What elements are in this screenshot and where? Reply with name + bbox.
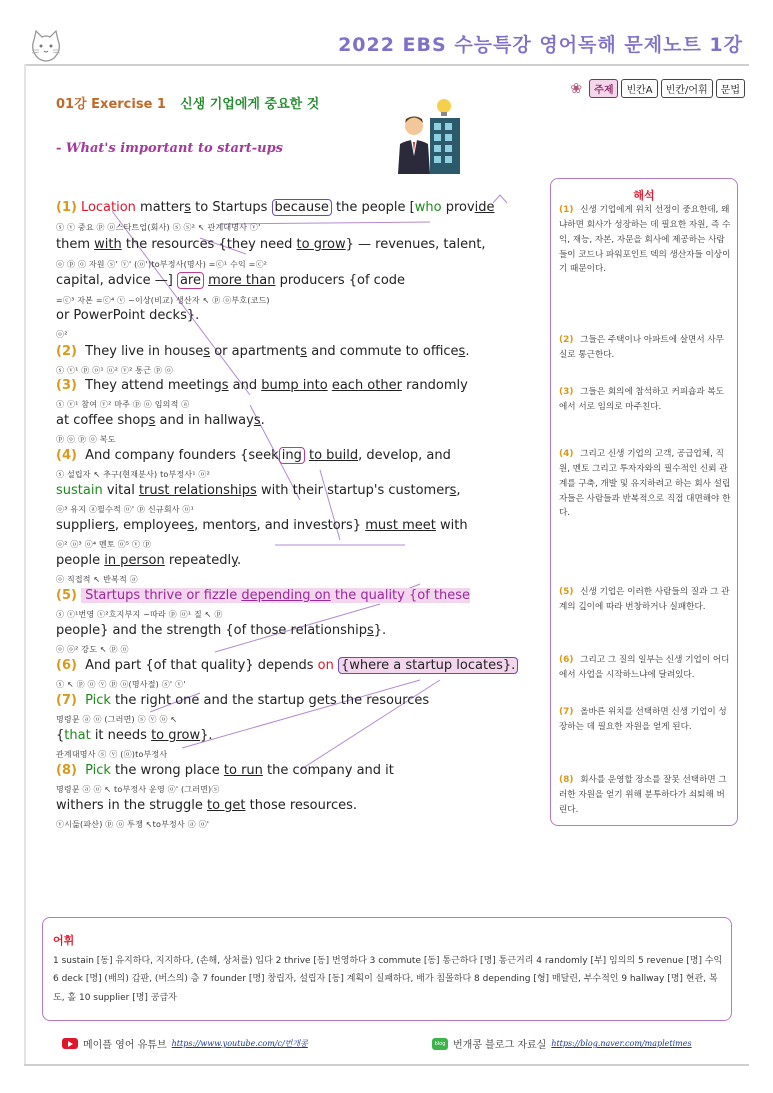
youtube-label: 메이플 영어 유튜브 — [83, 1040, 167, 1051]
grammar-notes-17: 명령문 ⓐ ⓞ ↖ to부정사 운영 ⓞ' (그러면)ⓢ — [56, 785, 220, 794]
sentence-number: (6) — [559, 655, 574, 665]
sentence-number: (2) — [56, 344, 77, 359]
text-span: supplier — [56, 518, 109, 533]
text-span: And part {of that quality} depends — [80, 658, 318, 673]
text-span: to grow — [296, 237, 346, 252]
word-location: Location — [80, 200, 136, 215]
grammar-notes-3: =ⓒ³ 자본 =ⓒ⁴ ⓥ ~이상(비교) 생산자 ↖ ⓟ ⓞ부호(코드) — [56, 296, 270, 305]
text-span: repeatedl — [164, 553, 232, 568]
sentence-number: (5) — [559, 587, 574, 597]
grammar-notes-4: ⓞ² — [56, 330, 68, 339]
translation-1 — [559, 203, 731, 277]
text-span: s — [203, 344, 211, 359]
passage-line-3 — [56, 273, 405, 288]
passage-line-4 — [56, 308, 199, 323]
section-topic: 신생 기업에게 중요한 것 — [180, 97, 320, 112]
text-span: on — [317, 658, 334, 673]
passage-line-11 — [56, 553, 241, 568]
passage-line-15 — [56, 693, 429, 708]
text-span: in the struggle — [103, 798, 207, 813]
tag-blank-a[interactable]: 빈칸A — [621, 79, 657, 98]
word-ing: ing — [279, 447, 305, 464]
translation-text: 그들은 주택이나 아파트에 살면서 사무실로 통근한다. — [559, 335, 724, 361]
text-span: more than — [208, 273, 276, 288]
text-span: and — [228, 378, 262, 393]
sentence-number: (6) — [56, 658, 77, 673]
translation-5 — [559, 585, 731, 615]
passage-line-6 — [56, 378, 468, 393]
text-span: They live in house — [80, 344, 204, 359]
text-span: s — [249, 518, 257, 533]
paw-icon: ❀ — [570, 80, 583, 97]
translation-text: 회사를 운영할 장소를 잘못 선택하면 그러한 자원을 얻기 위해 분투하다가 쇠퇴해 버린다. — [559, 775, 727, 815]
text-span: Startups thrive or fizzle — [80, 588, 242, 603]
vocabulary-box — [42, 917, 732, 1021]
grammar-notes-8: ⓢ 설립자 ↖ 추구(현재분사) to부정사¹ ⓞ² — [56, 470, 211, 479]
passage-line-12 — [56, 588, 470, 603]
word-are: are — [177, 272, 204, 289]
text-span: people} and the strength {of those relationship — [56, 623, 367, 638]
translation-4 — [559, 447, 731, 521]
sentence-number: (3) — [559, 387, 574, 397]
text-span: Pick — [80, 763, 111, 778]
text-span: to build — [308, 448, 359, 463]
text-span: And company founders {seek — [80, 448, 279, 463]
text-span: s — [187, 518, 195, 533]
text-span: them — [56, 237, 95, 252]
grammar-notes-6: ⓢ ⓥ¹ 참여 ⓥ² 마주 ⓟ ⓞ 임의적 ⓐ — [56, 400, 190, 409]
text-span: s — [108, 518, 115, 533]
passage-line-13 — [56, 623, 386, 638]
translation-3 — [559, 385, 731, 415]
text-span: the company and it — [262, 763, 394, 778]
text-span: the people [ — [331, 200, 415, 215]
text-span: , employee — [114, 518, 188, 533]
text-span: those resources. — [245, 798, 357, 813]
text-span: and in hallway — [155, 413, 254, 428]
text-span: s — [148, 413, 156, 428]
businessman-building-icon — [394, 96, 464, 176]
blog-link[interactable]: https://blog.naver.com/mapletimes — [551, 1039, 692, 1048]
translation-2 — [559, 333, 731, 363]
youtube-link[interactable]: https://www.youtube.com/c/번개콩 — [171, 1039, 308, 1048]
text-span: { — [56, 728, 65, 743]
text-span: s — [449, 483, 457, 498]
text-span: it needs — [90, 728, 152, 743]
footer-blog — [432, 1036, 692, 1051]
sentence-number: (2) — [559, 335, 574, 345]
text-span: capital, advice —] — [56, 273, 177, 288]
grammar-notes-7: ⓟ ⓞ ⓟ ⓞ 복도 — [56, 435, 116, 444]
grammar-notes-16: 관계대명사 ⓢ ⓥ (ⓞ)to부정사 — [56, 750, 168, 759]
header-title: 2022 EBS 수능특강 영어독해 문제노트 1강 — [338, 34, 743, 56]
translation-text: 신생 기업에게 위치 선정이 중요한데, 왜냐하면 회사가 성장하는 데 필요한 자원, 즉 수익, 재능, 자본, 자문을 회사에 제공하는 사람들이 코드나 파워포인트 덱의 생산자들 이상이기 때문이다. — [559, 205, 731, 275]
translation-6 — [559, 653, 731, 683]
text-span: , and investors} — [256, 518, 366, 533]
text-span: randomly — [401, 378, 468, 393]
text-span: . — [236, 553, 242, 568]
passage-line-9 — [56, 483, 460, 498]
text-span: prov — [441, 200, 475, 215]
text-span: at coffee shop — [56, 413, 149, 428]
text-span: s — [300, 344, 308, 359]
section-title — [56, 93, 319, 112]
text-span: , develop, and — [358, 448, 451, 463]
passage-line-18 — [56, 798, 357, 813]
passage-line-16 — [56, 728, 213, 743]
sentence-number: (7) — [559, 707, 574, 717]
cat-logo-icon — [28, 28, 64, 66]
text-span: s — [221, 378, 229, 393]
text-span: to grow — [151, 728, 201, 743]
word-depending-on: depending on — [241, 588, 331, 603]
text-span: people — [56, 553, 105, 568]
text-span: }. — [200, 728, 213, 743]
text-span: ide — [474, 200, 495, 215]
text-span: the quality {of these — [330, 588, 471, 603]
tag-row — [570, 79, 745, 98]
word-because: because — [272, 199, 332, 216]
word-who: who — [414, 200, 442, 215]
blog-label: 번개콩 블로그 자료실 — [453, 1040, 547, 1051]
translation-8 — [559, 773, 731, 818]
grammar-notes-14: ⓢ ↖ ⓟ ⓞ ⓥ ⓟ ⓞ(명사절) ⓢ' ⓥ' — [56, 680, 186, 689]
text-span: with — [435, 518, 468, 533]
passage-line-17 — [56, 763, 394, 778]
grammar-notes-9: ⓞ³ 유지 ⓐ필수적 ⓞ' ⓟ 신규회사 ⓞ¹ — [56, 505, 195, 514]
grammar-notes-11: ⓞ 직접적 ↖ 반복적 ⓐ — [56, 575, 138, 584]
translation-text: 그들은 회의에 참석하고 커피숍과 복도에서 서로 임의로 마주친다. — [559, 387, 724, 413]
text-span: , mentor — [194, 518, 250, 533]
sentence-number: (1) — [56, 200, 77, 215]
text-span: with their startup's customer — [256, 483, 450, 498]
translation-text: 신생 기업은 이러한 사람들의 질과 그 관계의 깊이에 따라 번창하거나 실패한다. — [559, 587, 730, 613]
text-span: , — [456, 483, 461, 498]
text-span: producers {of code — [275, 273, 406, 288]
text-span: s — [458, 344, 466, 359]
section-number: 01강 Exercise 1 — [56, 97, 166, 112]
sentence-number: (8) — [559, 775, 574, 785]
grammar-notes-13: ⓞ ⓞ² 강도 ↖ ⓟ ⓞ — [56, 645, 129, 654]
text-span: or apartment — [210, 344, 301, 359]
grammar-notes-1: ⓢ ⓥ 중요 ⓟ ⓞ스타트업(회사) ⓢ ⓢ² ↖ 관계대명사 ⓥ' — [56, 223, 261, 232]
sentence-number: (4) — [559, 449, 574, 459]
grammar-notes-2: ⓞ ⓟ ⓞ 자원 ⓢ' ⓥ' (ⓞ')to부정사(명사) =ⓒ¹ 수익 =ⓒ² — [56, 260, 268, 269]
text-span: Pick — [80, 693, 111, 708]
translation-panel — [550, 178, 738, 826]
passage-line-8 — [56, 448, 451, 463]
text-span: }. — [373, 623, 387, 638]
text-span: s — [253, 413, 261, 428]
left-margin-line — [24, 64, 26, 1064]
text-span: trust relationships — [138, 483, 257, 498]
text-span: withers — [56, 798, 104, 813]
text-span: . — [465, 344, 470, 359]
translation-text: 올바른 위치를 선택하면 신생 기업이 성장하는 데 필요한 자원을 얻게 된다. — [559, 707, 727, 733]
text-span: the resources {they need — [121, 237, 297, 252]
translation-title: 해석 — [633, 189, 655, 202]
text-span: They attend meeting — [80, 378, 222, 393]
sentence-number: (5) — [56, 588, 77, 603]
text-span: with — [94, 237, 122, 252]
text-span: or PowerPoint decks}. — [56, 308, 200, 323]
vocabulary-title: 어휘 — [53, 934, 75, 947]
section-subtitle: - What's important to start-ups — [56, 141, 283, 156]
text-span: in person — [104, 553, 165, 568]
tag-blank-vocab[interactable]: 빈칸/어휘 — [661, 79, 713, 98]
grammar-notes-12: ⓢ ⓥ¹번영 ⓥ²흐지부지 ~따라 ⓟ ⓞ¹ 질 ↖ ⓟ — [56, 610, 223, 619]
where-clause: {where a startup locates}. — [338, 657, 518, 674]
text-span: and commute to office — [307, 344, 459, 359]
text-span: the right one and the startup gets the resources — [110, 693, 430, 708]
text-span: s — [366, 623, 374, 638]
arrow-head — [493, 195, 507, 203]
sentence-number: (4) — [56, 448, 77, 463]
sentence-number: (7) — [56, 693, 77, 708]
sentence-number: (3) — [56, 378, 77, 393]
translation-7 — [559, 705, 731, 735]
tag-grammar[interactable]: 문법 — [716, 79, 745, 98]
sentence-number: (1) — [559, 205, 574, 215]
text-span: vital — [102, 483, 139, 498]
passage-line-1 — [56, 200, 495, 215]
text-span: to run — [223, 763, 263, 778]
vocabulary-list: 1 sustain [동] 유지하다, 지지하다, (손해, 상처를) 입다 2 thrive [동] 번영하다 3 commute [동] 통근하다 [명] 통근거리 4 randomly [부] 임의의 5 revenue [명] 수익 6 deck [명] (배의) 갑판, (버스의) 층 7 founder [명] 창립자, 설립자 [동] 계획이 실패하다, 배가 침몰하다 8 depending [형] 매달린, 부수적인 9 hallway [명] 현관, 복도, 홀 10 supplier [명] 공급자 — [53, 956, 723, 1003]
text-span: the wrong place — [110, 763, 224, 778]
sentence-number: (8) — [56, 763, 77, 778]
passage-line-7 — [56, 413, 265, 428]
passage-line-14 — [56, 658, 518, 673]
passage-line-2 — [56, 237, 486, 252]
passage-line-5 — [56, 344, 469, 359]
passage-line-10 — [56, 518, 468, 533]
top-divider — [24, 64, 749, 66]
grammar-notes-15: 명령문 ⓐ ⓞ (그러면) ⓢ ⓥ ⓞ ↖ — [56, 715, 178, 724]
blog-icon: blog — [432, 1038, 448, 1050]
grammar-notes-10: ⓞ² ⓞ³ ⓞ⁴ 멘토 ⓞ⁵ ⓥ ⓟ — [56, 540, 152, 549]
text-span: matter — [135, 200, 185, 215]
youtube-icon — [62, 1038, 78, 1049]
tag-topic[interactable]: 주제 — [589, 79, 618, 98]
text-span: to Startups — [191, 200, 272, 215]
grammar-notes-5: ⓢ ⓥ¹ ⓟ ⓞ¹ ⓞ² ⓥ² 통근 ⓟ ⓞ — [56, 366, 174, 375]
footer-youtube — [62, 1036, 308, 1051]
text-span: must meet — [365, 518, 436, 533]
bottom-divider — [24, 1064, 749, 1066]
arrow-line — [182, 680, 420, 748]
translation-text: 그리고 신생 기업의 고객, 공급업체, 직원, 멘토 그리고 투자자와의 필수적인 신뢰 관계를 구축, 개발 및 유지하려고 하는 회사 설립자들은 사람들과 반복적으로 직접 대면해야 한다. — [559, 449, 731, 519]
translation-text: 그리고 그 질의 일부는 신생 기업이 어디에서 사업을 시작하느냐에 달려있다. — [559, 655, 730, 681]
text-span: s — [184, 200, 192, 215]
text-span: } — revenues, talent, — [345, 237, 486, 252]
text-span: sustain — [56, 483, 103, 498]
text-span: to get — [207, 798, 246, 813]
text-span: each other — [331, 378, 402, 393]
grammar-notes-18: ⓥ시듦(파산) ⓟ ⓞ 투쟁 ↖to부정사 ⓐ ⓞ' — [56, 820, 210, 829]
text-span: . — [260, 413, 265, 428]
text-span: that — [64, 728, 91, 743]
text-span: y — [231, 553, 237, 568]
text-span: bump into — [261, 378, 328, 393]
